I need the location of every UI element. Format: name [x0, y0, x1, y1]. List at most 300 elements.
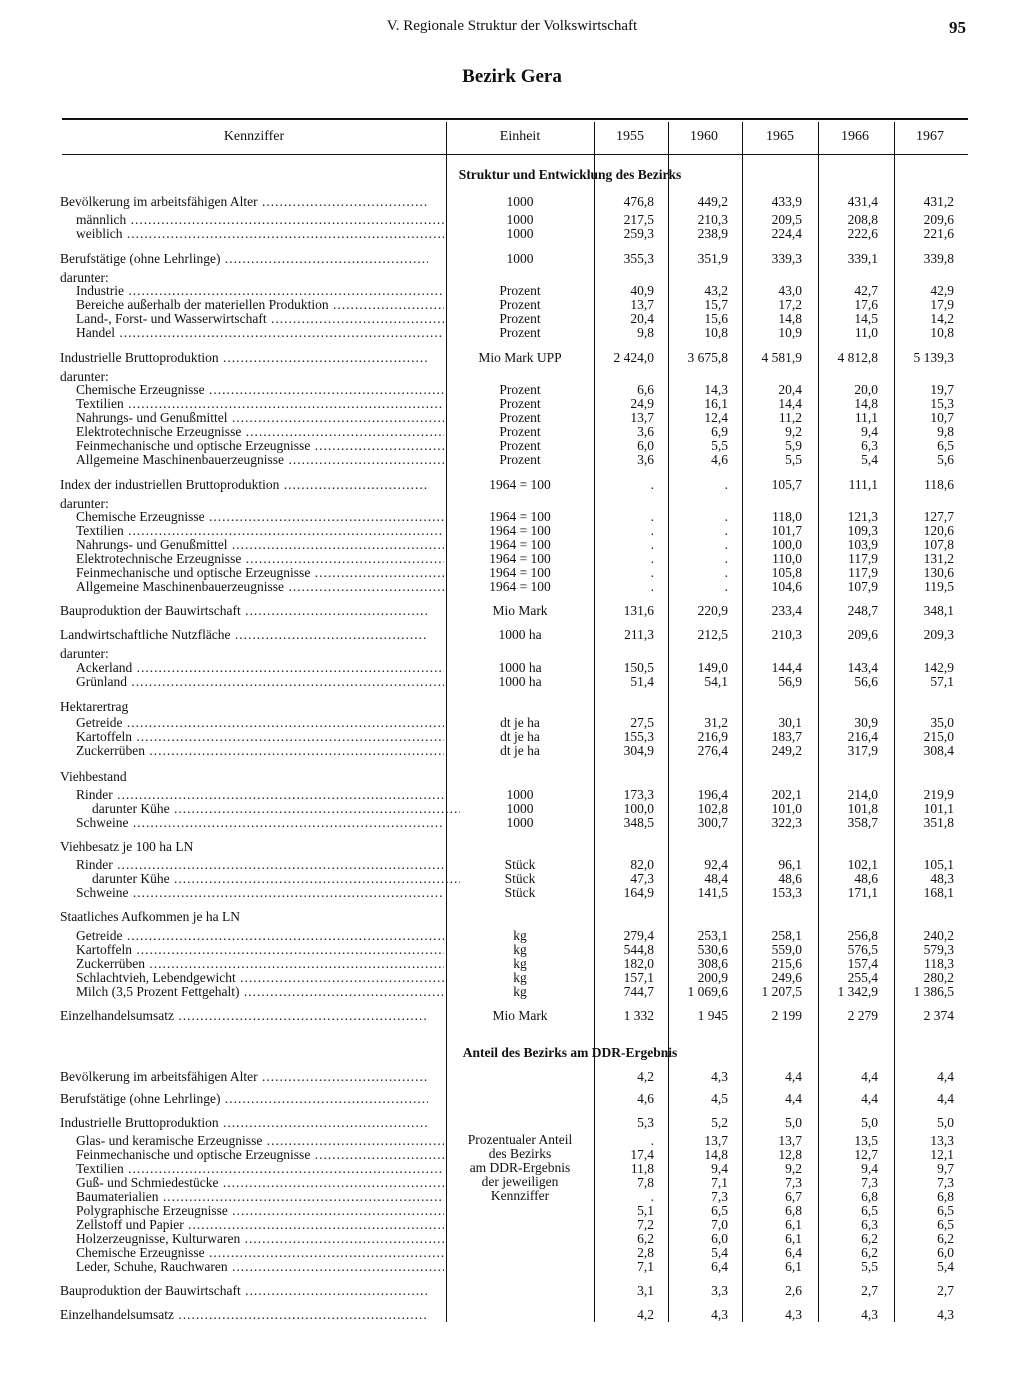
row-value: 4,3 [711, 1307, 728, 1322]
row-value: 13,3 [930, 1133, 954, 1148]
row-value: 322,3 [771, 815, 802, 830]
row-value: 150,5 [623, 660, 654, 675]
row-unit: Stück [504, 871, 536, 886]
row-value: 14,2 [930, 311, 954, 326]
row-label: Allgemeine Maschinenbauerzeugnisse ..... [60, 452, 444, 467]
row-label: Getreide ..... [60, 715, 444, 730]
row-value: 48,4 [704, 871, 728, 886]
row-value: 7,0 [711, 1217, 728, 1232]
row-value: . [650, 551, 654, 566]
row-value: 9,8 [937, 424, 954, 439]
row-value: 208,8 [847, 212, 878, 227]
row-value: 157,4 [847, 956, 878, 971]
row-unit: dt je ha [500, 743, 540, 758]
row-value: 6,4 [785, 1245, 802, 1260]
row-label: Kartoffeln ..... [60, 942, 444, 957]
row-value: 20,0 [854, 382, 878, 397]
row-unit: 1964 = 100 [489, 579, 551, 594]
row-unit: 1000 [506, 194, 534, 209]
row-value: 317,9 [847, 743, 878, 758]
row-value: 19,7 [930, 382, 954, 397]
anteil-note-line: am DDR-Ergebnis [469, 1160, 571, 1175]
row-value: 9,4 [861, 1161, 878, 1176]
row-value: 9,7 [937, 1161, 954, 1176]
row-unit: dt je ha [500, 729, 540, 744]
row-value: 101,1 [923, 801, 954, 816]
row-label: Berufstätige (ohne Lehrlinge) ..... [60, 1091, 428, 1106]
row-value: 182,0 [623, 956, 654, 971]
row-unit: 1000 ha [498, 627, 542, 642]
row-value: 48,6 [778, 871, 802, 886]
row-value: 449,2 [697, 194, 728, 209]
row-value: 6,0 [637, 438, 654, 453]
row-unit: 1000 [506, 815, 534, 830]
row-unit: Prozent [499, 311, 541, 326]
row-unit: kg [513, 984, 527, 999]
row-label: Bereiche außerhalb der materiellen Produktion ..... [60, 297, 444, 312]
row-value: 1 332 [623, 1008, 654, 1023]
row-value: 6,1 [785, 1217, 802, 1232]
row-value: 100,0 [771, 537, 802, 552]
row-value: 6,5 [937, 438, 954, 453]
row-value: 141,5 [697, 885, 728, 900]
row-value: 111,1 [848, 477, 878, 492]
column-header-1955: 1955 [616, 129, 644, 144]
row-value: 4,3 [785, 1307, 802, 1322]
row-value: 101,0 [771, 801, 802, 816]
row-value: 13,5 [854, 1133, 878, 1148]
row-value: 4,3 [861, 1307, 878, 1322]
row-value: 30,9 [854, 715, 878, 730]
row-value: 222,6 [847, 226, 878, 241]
row-label: darunter: [60, 369, 109, 384]
row-value: 4,4 [861, 1091, 878, 1106]
row-value: 5,4 [861, 452, 878, 467]
table-row [0, 660, 1024, 675]
row-value: 101,8 [847, 801, 878, 816]
row-label: Elektrotechnische Erzeugnisse ..... [60, 551, 444, 566]
row-value: 5,2 [711, 1115, 728, 1130]
row-value: 6,2 [861, 1231, 878, 1246]
row-value: . [650, 565, 654, 580]
row-value: 31,2 [704, 715, 728, 730]
row-value: 276,4 [697, 743, 728, 758]
row-value: 214,0 [847, 787, 878, 802]
table-row [0, 579, 1024, 594]
row-value: 220,9 [697, 603, 728, 618]
row-label: Hektarertrag [60, 699, 129, 714]
row-label: Grünland ..... [60, 674, 444, 689]
row-value: . [724, 477, 728, 492]
row-value: 2,8 [637, 1245, 654, 1260]
table-row [0, 909, 1024, 924]
row-unit: kg [513, 970, 527, 985]
row-value: 348,1 [923, 603, 954, 618]
row-value: 7,3 [861, 1175, 878, 1190]
row-label: Feinmechanische und optische Erzeugnisse ..... [60, 1147, 444, 1162]
row-value: 5,4 [937, 1259, 954, 1274]
row-label: Staatliches Aufkommen je ha LN [60, 909, 240, 924]
row-unit: Prozent [499, 325, 541, 340]
row-value: 15,7 [704, 297, 728, 312]
row-value: . [650, 477, 654, 492]
row-value: 211,3 [624, 627, 654, 642]
row-value: 6,7 [785, 1189, 802, 1204]
row-unit: 1000 ha [498, 660, 542, 675]
row-unit: Prozent [499, 297, 541, 312]
row-value: 15,6 [704, 311, 728, 326]
row-value: 202,1 [771, 787, 802, 802]
row-value: 6,0 [937, 1245, 954, 1260]
row-value: 20,4 [778, 382, 802, 397]
row-value: 544,8 [623, 942, 654, 957]
row-unit: 1000 [506, 212, 534, 227]
row-value: 183,7 [771, 729, 802, 744]
row-label: Rinder ..... [60, 857, 444, 872]
row-value: 4,2 [637, 1069, 654, 1084]
row-value: 339,1 [847, 251, 878, 266]
row-label: Industrie ..... [60, 283, 444, 298]
row-label: Zellstoff und Papier ..... [60, 1217, 444, 1232]
row-value: 308,4 [923, 743, 954, 758]
row-unit: 1000 [506, 251, 534, 266]
anteil-note-text [446, 1133, 594, 1203]
row-value: 7,3 [785, 1175, 802, 1190]
row-value: 43,0 [778, 283, 802, 298]
row-unit: 1964 = 100 [489, 523, 551, 538]
row-value: 744,7 [623, 984, 654, 999]
row-value: 17,2 [778, 297, 802, 312]
row-value: 10,7 [930, 410, 954, 425]
row-label: Baumaterialien ..... [60, 1189, 444, 1204]
row-value: 171,1 [847, 885, 878, 900]
row-value: 9,2 [785, 424, 802, 439]
row-value: 4,4 [937, 1091, 954, 1106]
row-label: weiblich ..... [60, 226, 444, 241]
row-value: 4,6 [637, 1091, 654, 1106]
row-value: 351,9 [697, 251, 728, 266]
row-value: 209,6 [847, 627, 878, 642]
row-label: Rinder ..... [60, 787, 444, 802]
table-row [0, 509, 1024, 524]
row-value: 13,7 [630, 297, 654, 312]
row-value: . [650, 537, 654, 552]
row-value: 96,1 [778, 857, 802, 872]
row-value: 431,4 [847, 194, 878, 209]
row-value: 6,2 [937, 1231, 954, 1246]
row-unit: Mio Mark [492, 603, 548, 618]
table-row [0, 424, 1024, 439]
row-unit: Stück [504, 885, 536, 900]
row-unit: 1964 = 100 [489, 565, 551, 580]
row-value: 12,7 [854, 1147, 878, 1162]
row-value: 6,5 [861, 1203, 878, 1218]
table-row [0, 350, 1024, 365]
column-header-einheit: Einheit [499, 129, 541, 144]
row-value: 11,2 [778, 410, 802, 425]
row-value: 14,3 [704, 382, 728, 397]
row-label: Textilien ..... [60, 396, 444, 411]
row-value: 1 386,5 [913, 984, 954, 999]
row-value: 3,6 [637, 452, 654, 467]
row-value: 4,3 [937, 1307, 954, 1322]
row-label: Bevölkerung im arbeitsfähigen Alter ..... [60, 1069, 428, 1084]
table-row [0, 769, 1024, 784]
row-value: 9,4 [711, 1161, 728, 1176]
row-value: 118,0 [772, 509, 802, 524]
row-value: 118,6 [924, 477, 954, 492]
row-value: 47,3 [630, 871, 654, 886]
row-value: 209,3 [923, 627, 954, 642]
row-value: 308,6 [697, 956, 728, 971]
table-row [0, 1115, 1024, 1130]
row-value: 215,0 [923, 729, 954, 744]
table-row [0, 743, 1024, 758]
row-value: 131,6 [623, 603, 654, 618]
row-label: Nahrungs- und Genußmittel ..... [60, 410, 444, 425]
row-value: 105,8 [771, 565, 802, 580]
row-value: 117,9 [848, 565, 878, 580]
row-label: Viehbesatz je 100 ha LN [60, 839, 194, 854]
row-value: 212,5 [697, 627, 728, 642]
row-value: 5,6 [937, 452, 954, 467]
row-unit: dt je ha [500, 715, 540, 730]
table-row [0, 537, 1024, 552]
table-row [0, 674, 1024, 689]
row-value: 4,2 [637, 1307, 654, 1322]
row-label: Einzelhandelsumsatz ..... [60, 1008, 428, 1023]
row-value: 355,3 [623, 251, 654, 266]
row-label: Glas- und keramische Erzeugnisse ..... [60, 1133, 444, 1148]
row-label: Holzerzeugnisse, Kulturwaren ..... [60, 1231, 444, 1246]
row-label: Chemische Erzeugnisse ..... [60, 1245, 444, 1260]
row-value: 142,9 [923, 660, 954, 675]
table-row [0, 1245, 1024, 1260]
row-label: Chemische Erzeugnisse ..... [60, 509, 444, 524]
row-value: 2,7 [937, 1283, 954, 1298]
row-value: 431,2 [923, 194, 954, 209]
row-value: 9,2 [785, 1161, 802, 1176]
row-label: Zuckerrüben ..... [60, 743, 444, 758]
row-value: . [724, 523, 728, 538]
row-value: 16,1 [704, 396, 728, 411]
row-label: Chemische Erzeugnisse ..... [60, 382, 444, 397]
row-label: darunter: [60, 496, 109, 511]
row-value: 14,8 [854, 396, 878, 411]
table-row [0, 603, 1024, 618]
row-value: 57,1 [930, 674, 954, 689]
table-row [0, 871, 1024, 886]
row-value: 35,0 [930, 715, 954, 730]
row-value: 17,9 [930, 297, 954, 312]
row-value: 7,1 [711, 1175, 728, 1190]
anteil-note-line: der jeweiligen [481, 1174, 559, 1189]
row-unit: Prozent [499, 424, 541, 439]
column-header-1966: 1966 [841, 129, 869, 144]
row-value: 12,1 [930, 1147, 954, 1162]
row-value: 105,1 [923, 857, 954, 872]
row-value: 4,4 [937, 1069, 954, 1084]
row-value: 118,3 [924, 956, 954, 971]
table-row [0, 283, 1024, 298]
row-unit: kg [513, 928, 527, 943]
row-label: Handel ..... [60, 325, 444, 340]
row-value: 5,5 [861, 1259, 878, 1274]
row-value: 20,4 [630, 311, 654, 326]
table-row [0, 857, 1024, 872]
page-number: 95 [949, 18, 966, 37]
row-value: 7,2 [637, 1217, 654, 1232]
row-value: 2,7 [861, 1283, 878, 1298]
row-label: Polygraphische Erzeugnisse ..... [60, 1203, 444, 1218]
row-label: männlich ..... [60, 212, 444, 227]
row-value: 240,2 [923, 928, 954, 943]
row-value: 143,4 [847, 660, 878, 675]
row-value: 5,0 [937, 1115, 954, 1130]
table-row [0, 801, 1024, 816]
row-value: 1 945 [697, 1008, 728, 1023]
row-label: Viehbestand [60, 769, 127, 784]
table-row [0, 715, 1024, 730]
row-value: 1 207,5 [761, 984, 802, 999]
row-value: 7,3 [937, 1175, 954, 1190]
row-unit: Stück [504, 857, 536, 872]
row-value: 15,3 [930, 396, 954, 411]
row-value: 5,5 [711, 438, 728, 453]
row-value: 43,2 [704, 283, 728, 298]
row-value: 7,8 [637, 1175, 654, 1190]
row-value: 579,3 [923, 942, 954, 957]
table-row [0, 627, 1024, 642]
row-label: Allgemeine Maschinenbauerzeugnisse ..... [60, 579, 444, 594]
row-value: 10,9 [778, 325, 802, 340]
row-value: 10,8 [704, 325, 728, 340]
row-label: Feinmechanische und optische Erzeugnisse ..... [60, 438, 444, 453]
row-value: 5,4 [711, 1245, 728, 1260]
table-row [0, 1283, 1024, 1298]
table-row [0, 194, 1024, 209]
row-value: 6,5 [711, 1203, 728, 1218]
row-value: 304,9 [623, 743, 654, 758]
table-row [0, 1307, 1024, 1322]
row-value: . [650, 579, 654, 594]
row-label: Textilien ..... [60, 523, 444, 538]
row-value: . [650, 523, 654, 538]
row-value: 11,8 [630, 1161, 654, 1176]
row-value: 117,9 [848, 551, 878, 566]
row-label: darunter: [60, 646, 109, 661]
row-label: Bauproduktion der Bauwirtschaft ..... [60, 1283, 428, 1298]
row-label: Guß- und Schmiedestücke ..... [60, 1175, 444, 1190]
table-row [0, 251, 1024, 266]
row-value: 12,8 [778, 1147, 802, 1162]
row-value: 6,1 [785, 1231, 802, 1246]
row-value: 105,7 [771, 477, 802, 492]
table-row [0, 1217, 1024, 1232]
row-label: Ackerland ..... [60, 660, 444, 675]
row-unit: 1000 [506, 226, 534, 241]
row-value: 4,3 [711, 1069, 728, 1084]
row-value: 351,8 [923, 815, 954, 830]
row-value: 348,5 [623, 815, 654, 830]
row-value: 217,5 [623, 212, 654, 227]
table-row [0, 1203, 1024, 1218]
row-label: Industrielle Bruttoproduktion ..... [60, 1115, 428, 1130]
row-value: 2 424,0 [613, 350, 654, 365]
table-row [0, 396, 1024, 411]
table-row [0, 646, 1024, 661]
row-value: 433,9 [771, 194, 802, 209]
row-label: Milch (3,5 Prozent Fettgehalt) ..... [60, 984, 444, 999]
row-unit: 1964 = 100 [489, 551, 551, 566]
row-value: 54,1 [704, 674, 728, 689]
table-row [0, 1231, 1024, 1246]
row-value: 164,9 [623, 885, 654, 900]
table-row [0, 551, 1024, 566]
row-label: Leder, Schuhe, Rauchwaren ..... [60, 1259, 444, 1274]
row-value: 219,9 [923, 787, 954, 802]
column-header-1967: 1967 [916, 129, 944, 144]
column-header-kennziffer: Kennziffer [223, 129, 285, 144]
row-value: 2 199 [771, 1008, 802, 1023]
column-header-1960: 1960 [690, 129, 718, 144]
row-value: 109,3 [847, 523, 878, 538]
row-value: 144,4 [771, 660, 802, 675]
row-value: 6,1 [785, 1259, 802, 1274]
row-value: 2 279 [847, 1008, 878, 1023]
row-label: Landwirtschaftliche Nutzfläche ..... [60, 627, 428, 642]
row-value: 40,9 [630, 283, 654, 298]
row-value: 2 374 [923, 1008, 954, 1023]
row-value: 107,8 [923, 537, 954, 552]
row-value: 4 581,9 [761, 350, 802, 365]
row-label: Schweine ..... [60, 815, 444, 830]
table-row [0, 438, 1024, 453]
row-value: 248,7 [847, 603, 878, 618]
row-value: 127,7 [923, 509, 954, 524]
row-value: 4,6 [711, 452, 728, 467]
table-row [0, 477, 1024, 492]
page-title: Bezirk Gera [462, 66, 562, 87]
row-value: 253,1 [697, 928, 728, 943]
row-value: 107,9 [847, 579, 878, 594]
row-value: 256,8 [847, 928, 878, 943]
row-value: 9,8 [637, 325, 654, 340]
row-unit: kg [513, 956, 527, 971]
row-value: 14,4 [778, 396, 802, 411]
row-unit: Prozent [499, 396, 541, 411]
anteil-note-line: Prozentualer Anteil [467, 1132, 573, 1147]
row-value: 3,1 [637, 1283, 654, 1298]
row-value: 6,6 [637, 382, 654, 397]
row-value: 6,3 [861, 1217, 878, 1232]
section-title-anteil: Anteil des Bezirks am DDR-Ergebnis [462, 1045, 678, 1060]
table-row [0, 212, 1024, 227]
row-value: 4 812,8 [837, 350, 878, 365]
row-value: 173,3 [623, 787, 654, 802]
row-label: Industrielle Bruttoproduktion ..... [60, 350, 428, 365]
row-value: 5,1 [637, 1203, 654, 1218]
row-unit: 1964 = 100 [489, 477, 551, 492]
column-header-1965: 1965 [766, 129, 794, 144]
row-unit: Prozent [499, 438, 541, 453]
row-value: 149,0 [697, 660, 728, 675]
row-value: 3 675,8 [687, 350, 728, 365]
row-value: 119,5 [924, 579, 954, 594]
row-unit: 1964 = 100 [489, 537, 551, 552]
row-value: . [724, 551, 728, 566]
section-title-struktur: Struktur und Entwicklung des Bezirks [458, 167, 682, 182]
